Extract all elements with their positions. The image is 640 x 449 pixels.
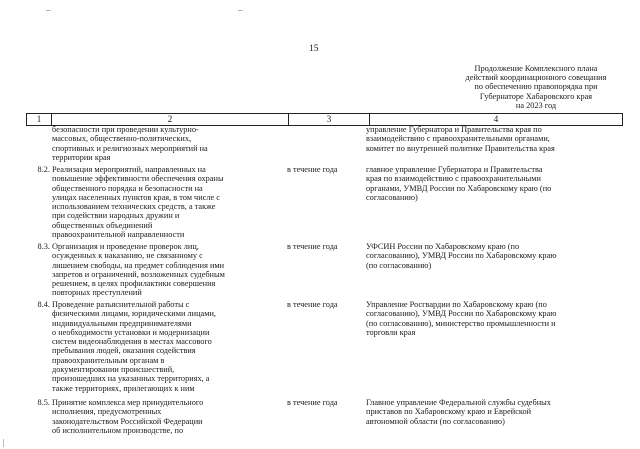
- measure-line: о необходимости установки и модернизации: [52, 327, 210, 337]
- continuation-line: на 2023 год: [515, 100, 557, 110]
- measure-line: Проведение разъяснительной работы с: [52, 300, 190, 309]
- measure-line: об исполнительном производстве, по: [52, 425, 184, 435]
- continuation-line: по обеспечению правопорядка при: [474, 82, 598, 92]
- measure-line: осужденных к наказанию, не связанному с: [52, 251, 203, 261]
- executors-line: согласованию), УМВД России по Хабаровскому краю: [366, 309, 557, 319]
- continuation-line: действий координационного совещания: [465, 73, 607, 83]
- measure-line: индивидуальными предпринимателями: [52, 318, 192, 328]
- measure-line: Принятие комплекса мер принудительного: [52, 398, 204, 407]
- scan-mark: |: [3, 438, 5, 447]
- measure-line: исполнения, предусмотренных: [52, 407, 162, 417]
- executors-line: УФСИН России по Хабаровскому краю (по: [366, 242, 520, 251]
- executors-line: управление Губернатора и Правительства края по: [366, 125, 542, 134]
- measure-line: правоохранительной направленности: [52, 230, 185, 240]
- measure-line: произошедших на указанных территориях, а: [52, 374, 210, 384]
- executors-text: [366, 242, 621, 270]
- executors-text: [366, 165, 621, 202]
- measure-text: [52, 242, 292, 298]
- column-header-2: 2: [52, 114, 289, 126]
- row-number: 8.5.: [37, 398, 50, 407]
- page-number: 15: [309, 44, 319, 54]
- row-number: 8.3.: [37, 242, 50, 251]
- measure-line: лишением свободы, на предмет соблюдения ими: [52, 260, 225, 270]
- measure-line: спортивных и религиозных мероприятий на: [52, 143, 208, 153]
- term-text: в течение года: [287, 242, 338, 251]
- measure-line: документировании происшествий,: [52, 365, 175, 375]
- executors-line: (по согласованию): [366, 260, 432, 270]
- executors-line: автономной области (по согласованию): [366, 416, 505, 426]
- measure-text: [52, 300, 292, 393]
- measure-line: физическими лицами, юридическими лицами,: [52, 309, 216, 319]
- measure-line: территории края: [52, 152, 111, 162]
- row-number: 8.4.: [37, 300, 50, 309]
- executors-text: [366, 398, 621, 426]
- measure-text: [52, 125, 292, 162]
- continuation-line: Губернаторе Хабаровского края: [479, 91, 593, 101]
- continuation-header: [448, 64, 624, 110]
- measure-line: систем видеонаблюдения в местах массового: [52, 337, 212, 347]
- executors-line: края по взаимодействию с правоохранительными: [366, 174, 541, 184]
- executors-line: Главное управление Федеральной службы судебных: [366, 398, 551, 407]
- column-header-1: 1: [27, 114, 52, 126]
- term-text: в течение года: [287, 300, 338, 309]
- executors-line: согласованию), УМВД России по Хабаровскому краю: [366, 251, 557, 261]
- measure-line: использованием технических средств, а также: [52, 202, 216, 212]
- column-header-3: 3: [289, 114, 370, 126]
- measure-line: Реализация мероприятий, направленных на: [52, 165, 206, 174]
- scan-mark: –: [46, 5, 51, 15]
- executors-line: торговли края: [366, 327, 416, 337]
- measure-line: правоохранительным органам в: [52, 355, 165, 365]
- measure-line: законодательством Российской Федерации: [52, 416, 203, 426]
- executors-line: комитет по внутренней политике Правительства края: [366, 143, 555, 153]
- measure-line: общественных объединений: [52, 220, 153, 230]
- measure-line: общественного порядка и безопасности на: [52, 183, 203, 193]
- row-number: 8.2.: [37, 165, 50, 174]
- column-header-4: 4: [370, 114, 623, 126]
- measure-line: Организация и проведение проверок лиц,: [52, 242, 199, 251]
- measure-line: безопасности при проведении культурно-: [52, 125, 199, 134]
- executors-line: органами, УМВД России по Хабаровскому краю (по: [366, 183, 552, 193]
- measure-line: улицах населенных пунктов края, в том числе с: [52, 192, 220, 202]
- executors-line: приставов по Хабаровскому краю и Еврейской: [366, 407, 532, 417]
- measure-line: запретов и ограничений, возложенных судебным: [52, 269, 225, 279]
- executors-line: Управление Росгвардии по Хабаровскому краю (по: [366, 300, 547, 309]
- measure-text: [52, 398, 292, 435]
- executors-text: [366, 125, 621, 153]
- scan-mark: –: [238, 5, 243, 15]
- continuation-line: Продолжение Комплексного плана: [474, 64, 598, 73]
- term-text: в течение года: [287, 398, 338, 407]
- measure-line: повышение эффективности обеспечения охраны: [52, 174, 224, 184]
- measure-line: также территориях, прилегающих к ним: [52, 383, 195, 393]
- measure-line: повторных преступлений: [52, 288, 142, 298]
- executors-line: (по согласованию), министерство промышленности и: [366, 318, 556, 328]
- term-text: в течение года: [287, 165, 338, 174]
- executors-line: взаимодействию с правоохранительными органами,: [366, 134, 550, 144]
- executors-text: [366, 300, 621, 337]
- measure-line: массовых, общественно-политических,: [52, 134, 192, 144]
- measure-line: пребывания людей, оказания содействия: [52, 346, 196, 356]
- executors-line: главное управление Губернатора и Правительства: [366, 165, 543, 174]
- measure-line: при содействии народных дружин и: [52, 211, 180, 221]
- measure-text: [52, 165, 292, 239]
- executors-line: согласованию): [366, 192, 418, 202]
- measure-line: решением, в целях профилактики совершения: [52, 279, 216, 289]
